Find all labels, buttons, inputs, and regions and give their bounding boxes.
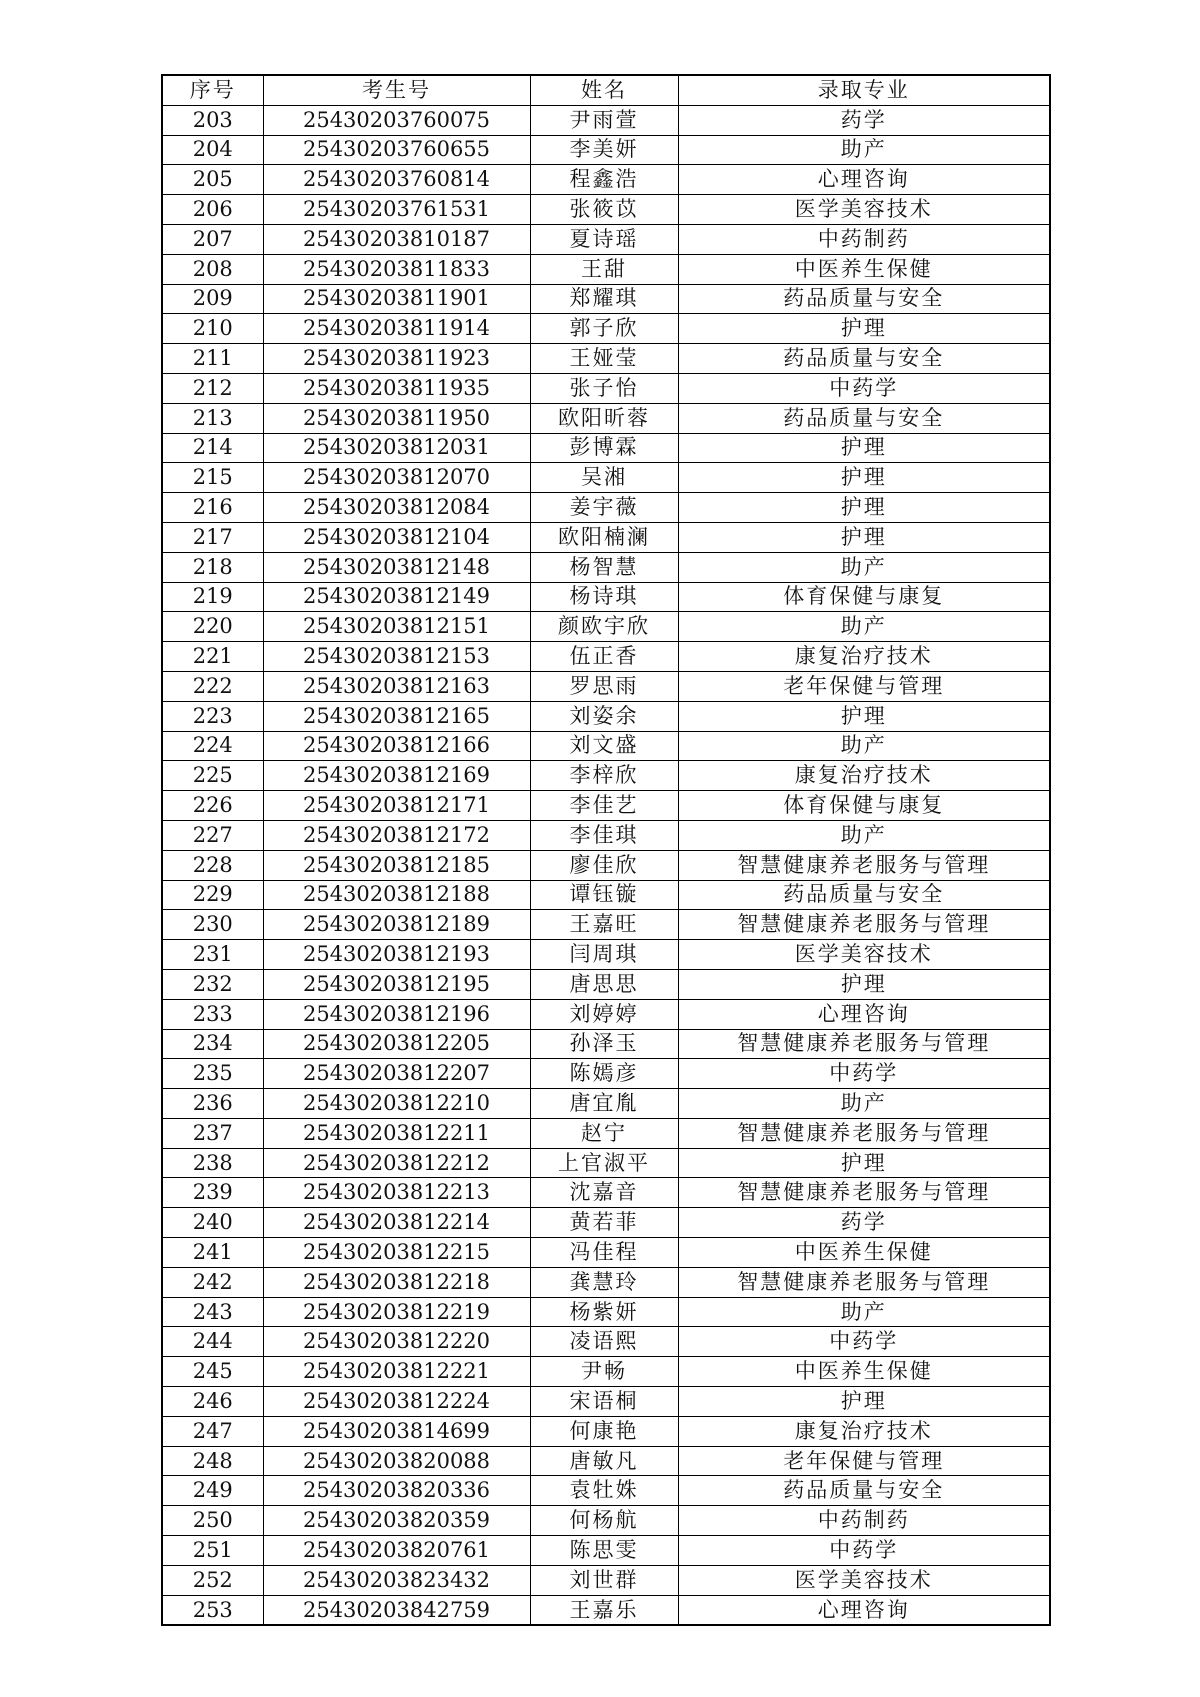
serial-cell: 215 xyxy=(162,463,263,493)
name-cell: 尹雨萱 xyxy=(530,105,678,135)
candidate-id-cell: 25430203812219 xyxy=(263,1297,530,1327)
serial-cell: 216 xyxy=(162,493,263,523)
serial-cell: 252 xyxy=(162,1565,263,1595)
serial-cell: 239 xyxy=(162,1178,263,1208)
serial-cell: 223 xyxy=(162,701,263,731)
serial-cell: 226 xyxy=(162,791,263,821)
table-row xyxy=(162,969,1050,999)
serial-cell: 236 xyxy=(162,1089,263,1119)
major-cell: 护理 xyxy=(678,433,1050,463)
name-cell: 袁牡姝 xyxy=(530,1476,678,1506)
name-cell: 刘姿余 xyxy=(530,701,678,731)
name-cell: 伍正香 xyxy=(530,642,678,672)
serial-cell: 241 xyxy=(162,1238,263,1268)
candidate-id-cell: 25430203811923 xyxy=(263,344,530,374)
candidate-id-cell: 25430203812171 xyxy=(263,791,530,821)
table-row xyxy=(162,1536,1050,1566)
major-cell: 医学美容技术 xyxy=(678,940,1050,970)
serial-cell: 203 xyxy=(162,105,263,135)
major-cell: 中药制药 xyxy=(678,1506,1050,1536)
name-cell: 谭钰镟 xyxy=(530,880,678,910)
table-row xyxy=(162,850,1050,880)
name-cell: 凌语熙 xyxy=(530,1327,678,1357)
serial-cell: 227 xyxy=(162,820,263,850)
candidate-id-cell: 25430203812169 xyxy=(263,761,530,791)
name-cell: 王甜 xyxy=(530,254,678,284)
table-row xyxy=(162,1357,1050,1387)
name-cell: 沈嘉音 xyxy=(530,1178,678,1208)
name-cell: 刘文盛 xyxy=(530,731,678,761)
name-cell: 欧阳昕蓉 xyxy=(530,403,678,433)
serial-cell: 205 xyxy=(162,165,263,195)
major-cell: 药品质量与安全 xyxy=(678,284,1050,314)
name-cell: 罗思雨 xyxy=(530,671,678,701)
serial-cell: 247 xyxy=(162,1416,263,1446)
table-row xyxy=(162,135,1050,165)
name-cell: 冯佳程 xyxy=(530,1238,678,1268)
name-cell: 吴湘 xyxy=(530,463,678,493)
serial-cell: 210 xyxy=(162,314,263,344)
serial-cell: 246 xyxy=(162,1387,263,1417)
name-cell: 赵宁 xyxy=(530,1118,678,1148)
serial-cell: 237 xyxy=(162,1118,263,1148)
major-cell: 康复治疗技术 xyxy=(678,642,1050,672)
candidate-id-cell: 25430203842759 xyxy=(263,1595,530,1625)
major-cell: 助产 xyxy=(678,820,1050,850)
major-cell: 药学 xyxy=(678,105,1050,135)
table-row xyxy=(162,254,1050,284)
major-cell: 智慧健康养老服务与管理 xyxy=(678,1178,1050,1208)
candidate-id-cell: 25430203760655 xyxy=(263,135,530,165)
table-row xyxy=(162,642,1050,672)
major-cell: 中医养生保健 xyxy=(678,1238,1050,1268)
candidate-id-cell: 25430203812221 xyxy=(263,1357,530,1387)
table-row xyxy=(162,284,1050,314)
major-cell: 助产 xyxy=(678,612,1050,642)
serial-cell: 230 xyxy=(162,910,263,940)
table-row xyxy=(162,314,1050,344)
candidate-id-cell: 25430203812195 xyxy=(263,969,530,999)
major-cell: 心理咨询 xyxy=(678,999,1050,1029)
serial-cell: 211 xyxy=(162,344,263,374)
candidate-id-cell: 25430203812185 xyxy=(263,850,530,880)
table-row xyxy=(162,552,1050,582)
table-row xyxy=(162,1595,1050,1625)
table-row xyxy=(162,1476,1050,1506)
table-row xyxy=(162,1327,1050,1357)
candidate-id-cell: 25430203812188 xyxy=(263,880,530,910)
serial-cell: 249 xyxy=(162,1476,263,1506)
table-row xyxy=(162,373,1050,403)
header-name: 姓名 xyxy=(530,75,678,105)
major-cell: 中医养生保健 xyxy=(678,254,1050,284)
table-row xyxy=(162,1446,1050,1476)
serial-cell: 244 xyxy=(162,1327,263,1357)
candidate-id-cell: 25430203761531 xyxy=(263,195,530,225)
candidate-id-cell: 25430203811833 xyxy=(263,254,530,284)
table-row xyxy=(162,224,1050,254)
table-row xyxy=(162,1029,1050,1059)
serial-cell: 225 xyxy=(162,761,263,791)
major-cell: 助产 xyxy=(678,1089,1050,1119)
table-header xyxy=(162,75,1050,105)
candidate-id-cell: 25430203820088 xyxy=(263,1446,530,1476)
serial-cell: 232 xyxy=(162,969,263,999)
major-cell: 护理 xyxy=(678,1387,1050,1417)
table-row xyxy=(162,1416,1050,1446)
serial-cell: 224 xyxy=(162,731,263,761)
name-cell: 王娅莹 xyxy=(530,344,678,374)
name-cell: 尹畅 xyxy=(530,1357,678,1387)
header-major: 录取专业 xyxy=(678,75,1050,105)
candidate-id-cell: 25430203812153 xyxy=(263,642,530,672)
name-cell: 颜欧宇欣 xyxy=(530,612,678,642)
major-cell: 护理 xyxy=(678,701,1050,731)
table-row xyxy=(162,999,1050,1029)
candidate-id-cell: 25430203812213 xyxy=(263,1178,530,1208)
name-cell: 姜宇薇 xyxy=(530,493,678,523)
serial-cell: 213 xyxy=(162,403,263,433)
major-cell: 助产 xyxy=(678,731,1050,761)
candidate-id-cell: 25430203812211 xyxy=(263,1118,530,1148)
name-cell: 李梓欣 xyxy=(530,761,678,791)
candidate-id-cell: 25430203812104 xyxy=(263,522,530,552)
header-serial: 序号 xyxy=(162,75,263,105)
table-row xyxy=(162,403,1050,433)
table-row xyxy=(162,582,1050,612)
name-cell: 黄若菲 xyxy=(530,1208,678,1238)
major-cell: 智慧健康养老服务与管理 xyxy=(678,1118,1050,1148)
serial-cell: 231 xyxy=(162,940,263,970)
candidate-id-cell: 25430203812070 xyxy=(263,463,530,493)
table-row xyxy=(162,105,1050,135)
table-row xyxy=(162,940,1050,970)
name-cell: 杨诗琪 xyxy=(530,582,678,612)
serial-cell: 248 xyxy=(162,1446,263,1476)
serial-cell: 253 xyxy=(162,1595,263,1625)
table-row xyxy=(162,1178,1050,1208)
major-cell: 护理 xyxy=(678,463,1050,493)
table-row xyxy=(162,195,1050,225)
table-row xyxy=(162,761,1050,791)
major-cell: 智慧健康养老服务与管理 xyxy=(678,1267,1050,1297)
serial-cell: 234 xyxy=(162,1029,263,1059)
candidate-id-cell: 25430203812224 xyxy=(263,1387,530,1417)
candidate-id-cell: 25430203812212 xyxy=(263,1148,530,1178)
serial-cell: 242 xyxy=(162,1267,263,1297)
major-cell: 药品质量与安全 xyxy=(678,403,1050,433)
major-cell: 药学 xyxy=(678,1208,1050,1238)
candidate-id-cell: 25430203810187 xyxy=(263,224,530,254)
major-cell: 护理 xyxy=(678,314,1050,344)
candidate-id-cell: 25430203823432 xyxy=(263,1565,530,1595)
major-cell: 药品质量与安全 xyxy=(678,880,1050,910)
major-cell: 老年保健与管理 xyxy=(678,671,1050,701)
table-row xyxy=(162,820,1050,850)
candidate-id-cell: 25430203812189 xyxy=(263,910,530,940)
table-row xyxy=(162,1059,1050,1089)
serial-cell: 217 xyxy=(162,522,263,552)
name-cell: 程鑫浩 xyxy=(530,165,678,195)
candidate-id-cell: 25430203812220 xyxy=(263,1327,530,1357)
serial-cell: 214 xyxy=(162,433,263,463)
name-cell: 李佳琪 xyxy=(530,820,678,850)
table-row xyxy=(162,1238,1050,1268)
candidate-id-cell: 25430203820359 xyxy=(263,1506,530,1536)
table-row xyxy=(162,165,1050,195)
name-cell: 郭子欣 xyxy=(530,314,678,344)
candidate-id-cell: 25430203812218 xyxy=(263,1267,530,1297)
table-row xyxy=(162,791,1050,821)
serial-cell: 206 xyxy=(162,195,263,225)
serial-cell: 245 xyxy=(162,1357,263,1387)
name-cell: 刘婷婷 xyxy=(530,999,678,1029)
header-candidate-id: 考生号 xyxy=(263,75,530,105)
table-row xyxy=(162,612,1050,642)
name-cell: 杨智慧 xyxy=(530,552,678,582)
major-cell: 中药学 xyxy=(678,1059,1050,1089)
major-cell: 心理咨询 xyxy=(678,165,1050,195)
name-cell: 陈嫣彦 xyxy=(530,1059,678,1089)
major-cell: 医学美容技术 xyxy=(678,1565,1050,1595)
table-row xyxy=(162,493,1050,523)
major-cell: 康复治疗技术 xyxy=(678,1416,1050,1446)
name-cell: 何康艳 xyxy=(530,1416,678,1446)
serial-cell: 250 xyxy=(162,1506,263,1536)
name-cell: 何杨航 xyxy=(530,1506,678,1536)
candidate-id-cell: 25430203812207 xyxy=(263,1059,530,1089)
serial-cell: 228 xyxy=(162,850,263,880)
table-row xyxy=(162,522,1050,552)
name-cell: 李美妍 xyxy=(530,135,678,165)
candidate-id-cell: 25430203812210 xyxy=(263,1089,530,1119)
major-cell: 智慧健康养老服务与管理 xyxy=(678,1029,1050,1059)
table-row xyxy=(162,910,1050,940)
serial-cell: 219 xyxy=(162,582,263,612)
name-cell: 宋语桐 xyxy=(530,1387,678,1417)
candidate-id-cell: 25430203811914 xyxy=(263,314,530,344)
candidate-id-cell: 25430203814699 xyxy=(263,1416,530,1446)
candidate-id-cell: 25430203812205 xyxy=(263,1029,530,1059)
name-cell: 刘世群 xyxy=(530,1565,678,1595)
serial-cell: 240 xyxy=(162,1208,263,1238)
name-cell: 欧阳楠澜 xyxy=(530,522,678,552)
name-cell: 龚慧玲 xyxy=(530,1267,678,1297)
table-row xyxy=(162,1089,1050,1119)
major-cell: 助产 xyxy=(678,552,1050,582)
table-row xyxy=(162,344,1050,374)
major-cell: 中药制药 xyxy=(678,224,1050,254)
table-row xyxy=(162,880,1050,910)
table-row xyxy=(162,1297,1050,1327)
name-cell: 郑耀琪 xyxy=(530,284,678,314)
major-cell: 中药学 xyxy=(678,1327,1050,1357)
candidate-id-cell: 25430203812214 xyxy=(263,1208,530,1238)
serial-cell: 222 xyxy=(162,671,263,701)
major-cell: 体育保健与康复 xyxy=(678,791,1050,821)
table-row xyxy=(162,1118,1050,1148)
serial-cell: 243 xyxy=(162,1297,263,1327)
serial-cell: 212 xyxy=(162,373,263,403)
name-cell: 杨紫妍 xyxy=(530,1297,678,1327)
table-row xyxy=(162,1565,1050,1595)
serial-cell: 208 xyxy=(162,254,263,284)
name-cell: 陈思雯 xyxy=(530,1536,678,1566)
serial-cell: 229 xyxy=(162,880,263,910)
name-cell: 上官淑平 xyxy=(530,1148,678,1178)
candidate-id-cell: 25430203812165 xyxy=(263,701,530,731)
name-cell: 唐宜胤 xyxy=(530,1089,678,1119)
major-cell: 中药学 xyxy=(678,1536,1050,1566)
table-row xyxy=(162,671,1050,701)
candidate-id-cell: 25430203820761 xyxy=(263,1536,530,1566)
header-row xyxy=(162,75,1050,105)
table-row xyxy=(162,1148,1050,1178)
serial-cell: 221 xyxy=(162,642,263,672)
major-cell: 中医养生保健 xyxy=(678,1357,1050,1387)
table-row xyxy=(162,433,1050,463)
candidate-id-cell: 25430203812149 xyxy=(263,582,530,612)
major-cell: 智慧健康养老服务与管理 xyxy=(678,910,1050,940)
name-cell: 张筱苡 xyxy=(530,195,678,225)
major-cell: 助产 xyxy=(678,135,1050,165)
major-cell: 护理 xyxy=(678,1148,1050,1178)
candidate-id-cell: 25430203760814 xyxy=(263,165,530,195)
major-cell: 护理 xyxy=(678,969,1050,999)
major-cell: 老年保健与管理 xyxy=(678,1446,1050,1476)
serial-cell: 238 xyxy=(162,1148,263,1178)
major-cell: 助产 xyxy=(678,1297,1050,1327)
name-cell: 廖佳欣 xyxy=(530,850,678,880)
major-cell: 心理咨询 xyxy=(678,1595,1050,1625)
name-cell: 王嘉旺 xyxy=(530,910,678,940)
candidate-id-cell: 25430203812151 xyxy=(263,612,530,642)
candidate-id-cell: 25430203812196 xyxy=(263,999,530,1029)
serial-cell: 233 xyxy=(162,999,263,1029)
serial-cell: 235 xyxy=(162,1059,263,1089)
name-cell: 孙泽玉 xyxy=(530,1029,678,1059)
serial-cell: 209 xyxy=(162,284,263,314)
candidate-id-cell: 25430203812148 xyxy=(263,552,530,582)
serial-cell: 220 xyxy=(162,612,263,642)
table-row xyxy=(162,701,1050,731)
candidate-id-cell: 25430203812166 xyxy=(263,731,530,761)
candidate-id-cell: 25430203811950 xyxy=(263,403,530,433)
table-row xyxy=(162,463,1050,493)
major-cell: 中药学 xyxy=(678,373,1050,403)
serial-cell: 218 xyxy=(162,552,263,582)
candidate-id-cell: 25430203812172 xyxy=(263,820,530,850)
candidate-id-cell: 25430203812215 xyxy=(263,1238,530,1268)
table-row xyxy=(162,1267,1050,1297)
name-cell: 张子怡 xyxy=(530,373,678,403)
name-cell: 闫周琪 xyxy=(530,940,678,970)
name-cell: 夏诗瑶 xyxy=(530,224,678,254)
table-row xyxy=(162,1208,1050,1238)
candidate-id-cell: 25430203760075 xyxy=(263,105,530,135)
table-body xyxy=(162,105,1050,1625)
serial-cell: 207 xyxy=(162,224,263,254)
major-cell: 智慧健康养老服务与管理 xyxy=(678,850,1050,880)
major-cell: 体育保健与康复 xyxy=(678,582,1050,612)
name-cell: 唐敏凡 xyxy=(530,1446,678,1476)
candidate-id-cell: 25430203812084 xyxy=(263,493,530,523)
candidate-id-cell: 25430203811901 xyxy=(263,284,530,314)
name-cell: 李佳艺 xyxy=(530,791,678,821)
candidate-id-cell: 25430203812193 xyxy=(263,940,530,970)
major-cell: 护理 xyxy=(678,522,1050,552)
table-row xyxy=(162,1506,1050,1536)
serial-cell: 204 xyxy=(162,135,263,165)
candidate-id-cell: 25430203820336 xyxy=(263,1476,530,1506)
serial-cell: 251 xyxy=(162,1536,263,1566)
candidate-id-cell: 25430203812031 xyxy=(263,433,530,463)
admission-table xyxy=(161,74,1051,1626)
major-cell: 药品质量与安全 xyxy=(678,344,1050,374)
major-cell: 护理 xyxy=(678,493,1050,523)
major-cell: 康复治疗技术 xyxy=(678,761,1050,791)
major-cell: 医学美容技术 xyxy=(678,195,1050,225)
name-cell: 王嘉乐 xyxy=(530,1595,678,1625)
major-cell: 药品质量与安全 xyxy=(678,1476,1050,1506)
name-cell: 唐思思 xyxy=(530,969,678,999)
table-row xyxy=(162,731,1050,761)
table-row xyxy=(162,1387,1050,1417)
candidate-id-cell: 25430203811935 xyxy=(263,373,530,403)
name-cell: 彭博霖 xyxy=(530,433,678,463)
candidate-id-cell: 25430203812163 xyxy=(263,671,530,701)
